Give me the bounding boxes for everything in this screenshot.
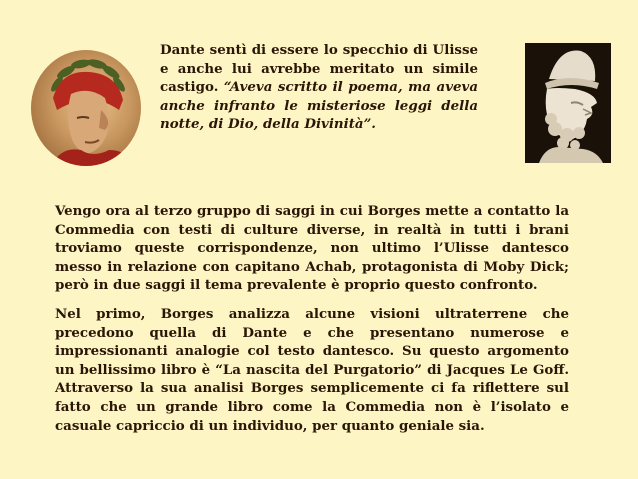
ulysses-bust-image [525,43,611,163]
intro-text [160,41,478,134]
intro-lead: Dante sentì di essere lo specchio di Ulisse e anche lui avrebbe meritato un simile castigo. [160,42,478,96]
ulysses-bust [525,43,611,163]
dante-portrait-image [31,50,141,166]
dante-portrait [31,50,141,166]
paragraph-visioni-ultraterrene: Nel primo, Borges analizza alcune visioni ultraterrene che precedono quella di Dante e che presentano numerose e impressionanti analogie col testo dantesco. Su questo argomento un bellissimo libro è “La nascita del Purgatorio” di Jacques Le Goff. Attraverso la sua analisi Borges semplicemente ci fa riflettere sul fatto che un grande libro come la Commedia non è l’isolato e casuale capriccio di un individuo, per quanto geniale sia. [55,306,569,434]
paragraph-borges-saggi: Vengo ora al terzo gruppo di saggi in cui Borges mette a contatto la Commedia con testi di culture diverse, in realtà in tutti i brani troviamo queste corrispondenze, non ultimo l’Ulisse dantesco messo in relazione con capitano Achab, protagonista di Moby Dick; però in due saggi il tema prevalente è proprio questo confronto. [55,203,569,294]
intro-quote: “Aveva scritto il poema, ma aveva anche infranto le misteriose leggi della notte, di Dio, della Divinità”. [160,79,478,133]
